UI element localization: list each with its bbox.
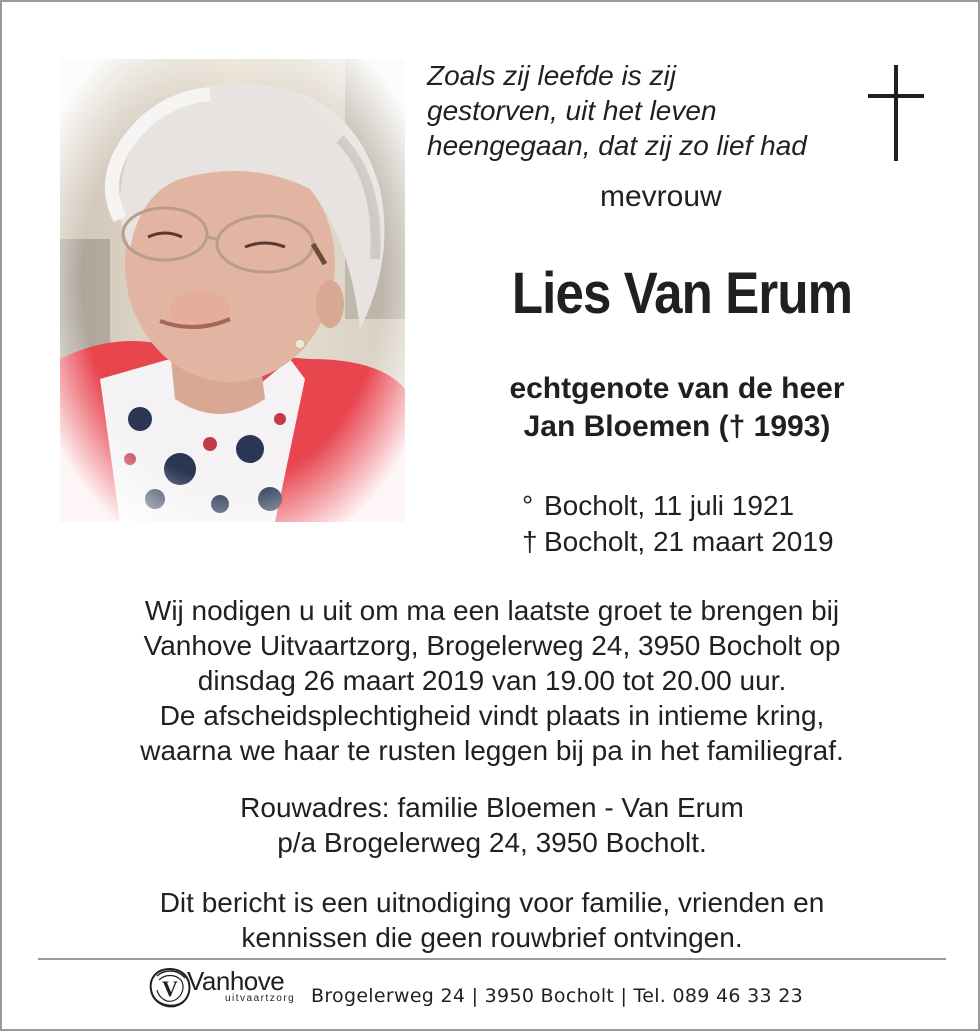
footer-contact: Brogelerweg 24 | 3950 Bocholt | Tel. 089 46 33 23	[311, 985, 803, 1007]
footer-divider	[38, 958, 946, 960]
spouse-line: Jan Bloemen († 1993)	[523, 410, 831, 443]
logo-name: Vanhove	[187, 966, 285, 996]
mourning-address	[42, 790, 942, 860]
notice-text	[42, 885, 942, 955]
poem-line: Zoals zij leefde is zij	[427, 60, 676, 91]
death-date: Bocholt, 21 maart 2019	[544, 526, 834, 557]
address-line: Rouwadres: familie Bloemen - Van Erum	[240, 792, 744, 823]
footer	[147, 964, 847, 1014]
address-line: p/a Brogelerweg 24, 3950 Bocholt.	[277, 827, 707, 858]
deceased-name: Lies Van Erum	[511, 261, 853, 326]
invitation-line: dinsdag 26 maart 2019 van 19.00 tot 20.00 uur.	[197, 665, 787, 696]
death-symbol: †	[522, 526, 538, 557]
invitation-line: Vanhove Uitvaartzorg, Brogelerweg 24, 3950 Bocholt op	[143, 630, 841, 661]
spouse-info	[442, 370, 912, 446]
birth-date-row	[522, 488, 834, 524]
poem-line: heengegaan, dat zij zo lief had	[427, 130, 807, 161]
logo-subtitle: uitvaartzorg	[225, 993, 296, 1004]
birth-date: Bocholt, 11 juli 1921	[544, 490, 795, 521]
notice-line: Dit bericht is een uitnodiging voor familie, vrienden en	[159, 887, 825, 918]
invitation-line: waarna we haar te rusten leggen bij pa in het familiegraf.	[140, 735, 844, 766]
portrait-illustration	[60, 59, 405, 522]
salutation: mevrouw	[600, 180, 722, 213]
notice-line: kennissen die geen rouwbrief ontvingen.	[241, 922, 743, 953]
spouse-line: echtgenote van de heer	[509, 372, 845, 405]
invitation-text	[42, 593, 942, 768]
birth-symbol: °	[522, 490, 534, 521]
poem-line: gestorven, uit het leven	[427, 95, 717, 126]
cross-icon	[868, 65, 924, 161]
life-dates	[522, 488, 834, 560]
invitation-line: De afscheidsplechtigheid vindt plaats in intieme kring,	[159, 700, 825, 731]
invitation-line: Wij nodigen u uit om ma een laatste groet te brengen bij	[144, 595, 840, 626]
poem	[427, 58, 857, 163]
death-date-row	[522, 524, 834, 560]
portrait-photo	[60, 59, 405, 522]
logo-letter: V	[162, 976, 178, 1001]
